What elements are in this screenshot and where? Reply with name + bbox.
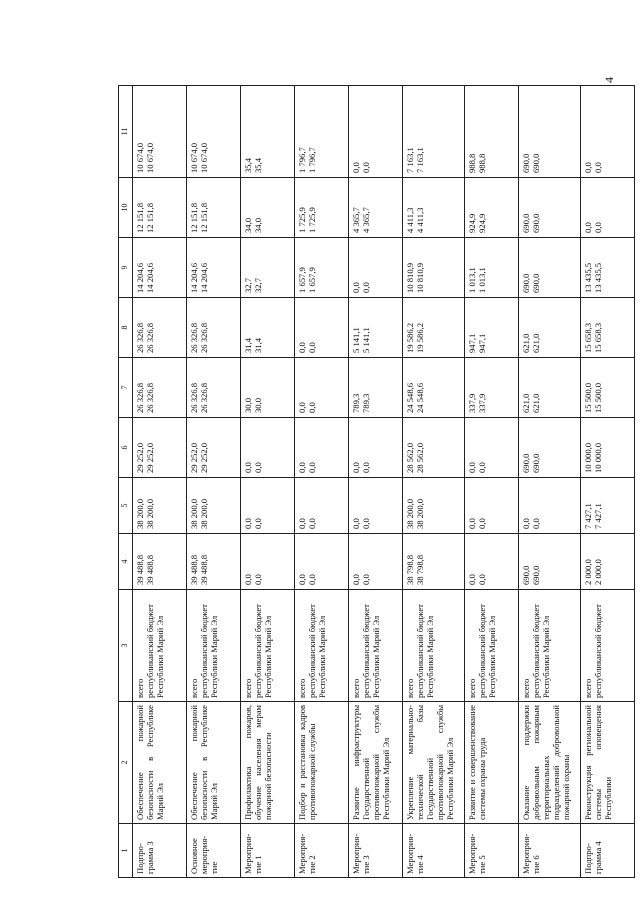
value-line: 0,0 (467, 518, 477, 529)
value-line: 0,0 (360, 462, 371, 473)
funding-source-cell (133, 590, 187, 702)
value-line: 10 674,0 (198, 142, 209, 173)
table-row (187, 86, 241, 878)
value-line: 690,0 (521, 565, 531, 585)
value-line: 1 013,1 (467, 267, 477, 293)
row-title-cell: Развитие инфраструктуры Государственной противопожарной службы Республики Марий Эл (349, 702, 403, 824)
value-line: 30,0 (252, 397, 263, 413)
value-line: 38 200,0 (189, 498, 199, 529)
value-line: 0,0 (521, 518, 531, 529)
value-line: 14 204,6 (189, 262, 199, 293)
value-line: 10 674,0 (189, 142, 199, 173)
value-cell (295, 238, 349, 298)
value-cell (187, 178, 241, 238)
value-cell (241, 418, 295, 478)
row-title-cell: Профилактика пожаров, обучение населения мерам пожарной безопасности (241, 702, 295, 824)
value-line: 0,0 (252, 518, 263, 529)
value-line: 32,7 (252, 277, 263, 293)
value-line: 1 725,9 (297, 207, 307, 233)
table-row (241, 86, 295, 878)
header-cell: 3 (119, 590, 133, 702)
header-cell: 2 (119, 702, 133, 824)
value-cell (519, 418, 581, 478)
value-line: 7 163,1 (414, 147, 425, 173)
value-cell (187, 358, 241, 418)
funding-source-line: республиканский бюджет Республики Марий Эл (476, 604, 497, 698)
table-sheet (118, 86, 623, 878)
funding-source-line: республиканский бюджет Республики Марий Эл (144, 604, 165, 698)
value-cell (187, 478, 241, 534)
value-line: 29 252,0 (198, 442, 209, 473)
value-line: 38 200,0 (414, 498, 425, 529)
value-line: 10 674,0 (144, 142, 155, 173)
value-line: 621,0 (530, 393, 541, 413)
value-cell (241, 534, 295, 590)
value-cell (581, 478, 635, 534)
value-line: 31,4 (252, 337, 263, 353)
funding-source-line: республиканский бюджет (592, 604, 603, 698)
value-line: 690,0 (530, 153, 541, 173)
value-line: 690,0 (521, 153, 531, 173)
value-line: 0,0 (351, 282, 361, 293)
value-line: 15 500,0 (583, 382, 593, 413)
value-line: 0,0 (592, 222, 603, 233)
value-line: 337,9 (476, 393, 487, 413)
row-type-cell: Мероприя-тие 1 (241, 824, 295, 878)
value-cell (133, 418, 187, 478)
row-type-cell: Мероприя-тие 3 (349, 824, 403, 878)
value-line: 0,0 (243, 518, 253, 529)
value-cell (519, 178, 581, 238)
value-line: 690,0 (521, 273, 531, 293)
value-cell (133, 86, 187, 178)
value-line: 10 000,0 (592, 442, 603, 473)
value-cell (133, 478, 187, 534)
table-row (581, 86, 635, 878)
value-line: 13 435,5 (592, 262, 603, 293)
value-line: 0,0 (360, 574, 371, 585)
value-line: 789,3 (351, 393, 361, 413)
value-line: 26 326,8 (189, 322, 199, 353)
row-title-cell: Укрепление материально-технической базы Государственной противопожарной службы Республики Марий Эл (403, 702, 465, 824)
value-line: 0,0 (467, 574, 477, 585)
value-cell (133, 238, 187, 298)
value-cell (465, 178, 519, 238)
funding-source-cell (581, 590, 635, 702)
value-cell (241, 358, 295, 418)
value-line: 38 200,0 (405, 498, 415, 529)
value-line: 26 326,8 (144, 322, 155, 353)
funding-source-line: республиканский бюджет Республики Марий Эл (360, 604, 381, 698)
value-line: 0,0 (297, 342, 307, 353)
header-cell: 10 (119, 178, 133, 238)
value-cell (349, 478, 403, 534)
table-row (295, 86, 349, 878)
value-line: 0,0 (583, 222, 593, 233)
value-line: 690,0 (521, 453, 531, 473)
value-cell (187, 298, 241, 358)
value-cell (403, 238, 465, 298)
value-line: 12 151,8 (189, 202, 199, 233)
value-cell (519, 358, 581, 418)
value-line: 14 204,6 (144, 262, 155, 293)
value-line: 26 326,8 (198, 382, 209, 413)
value-cell (187, 418, 241, 478)
value-line: 26 326,8 (135, 322, 145, 353)
value-line: 1 725,9 (306, 207, 317, 233)
value-line: 789,3 (360, 393, 371, 413)
value-line: 0,0 (583, 162, 593, 173)
value-cell (465, 298, 519, 358)
value-line: 10 674,0 (135, 142, 145, 173)
value-line: 0,0 (306, 462, 317, 473)
funding-source-line: республиканский бюджет Республики Марий Эл (306, 604, 327, 698)
value-line: 12 151,8 (135, 202, 145, 233)
row-type-cell: Мероприя-тие 5 (465, 824, 519, 878)
header-cell: 7 (119, 358, 133, 418)
value-line: 14 204,6 (198, 262, 209, 293)
value-line: 38 200,0 (135, 498, 145, 529)
value-line: 4 365,7 (360, 207, 371, 233)
value-cell (403, 478, 465, 534)
value-cell (349, 238, 403, 298)
value-line: 38 798,8 (405, 554, 415, 585)
value-line: 14 204,6 (135, 262, 145, 293)
value-line: 30,0 (243, 397, 253, 413)
header-cell: 4 (119, 534, 133, 590)
value-line: 15 500,0 (592, 382, 603, 413)
value-line: 0,0 (252, 462, 263, 473)
value-line: 947,1 (476, 333, 487, 353)
value-line: 39 488,8 (198, 554, 209, 585)
value-line: 690,0 (530, 213, 541, 233)
value-line: 0,0 (467, 462, 477, 473)
value-line: 0,0 (297, 462, 307, 473)
value-line: 1 657,9 (297, 267, 307, 293)
header-cell: 5 (119, 478, 133, 534)
header-row (119, 86, 133, 878)
value-line: 24 548,6 (414, 382, 425, 413)
value-cell (403, 358, 465, 418)
value-cell (349, 298, 403, 358)
value-line: 0,0 (243, 462, 253, 473)
value-line: 24 548,6 (405, 382, 415, 413)
value-line: 2 000,0 (592, 559, 603, 585)
value-cell (519, 534, 581, 590)
value-cell (295, 86, 349, 178)
value-cell (403, 298, 465, 358)
value-cell (581, 86, 635, 178)
value-cell (519, 298, 581, 358)
funding-source-line: всего (297, 678, 307, 698)
value-line: 4 411,3 (405, 207, 415, 233)
table-row (133, 86, 187, 878)
value-line: 35,4 (243, 157, 253, 173)
value-line: 10 000,0 (583, 442, 593, 473)
value-cell (133, 534, 187, 590)
value-cell (403, 534, 465, 590)
table-body (133, 86, 635, 878)
value-cell (187, 86, 241, 178)
value-line: 0,0 (351, 162, 361, 173)
value-line: 0,0 (306, 574, 317, 585)
value-line: 35,4 (252, 157, 263, 173)
value-line: 0,0 (530, 518, 541, 529)
budget-table (118, 85, 635, 878)
value-line: 0,0 (351, 518, 361, 529)
value-cell (465, 534, 519, 590)
value-line: 0,0 (360, 162, 371, 173)
value-line: 12 151,8 (144, 202, 155, 233)
value-line: 4 365,7 (351, 207, 361, 233)
value-line: 621,0 (521, 333, 531, 353)
value-line: 7 163,1 (405, 147, 415, 173)
value-line: 690,0 (530, 453, 541, 473)
value-cell (465, 238, 519, 298)
header-cell: 9 (119, 238, 133, 298)
value-line: 29 252,0 (144, 442, 155, 473)
value-line: 7 427,1 (592, 503, 603, 529)
value-line: 34,0 (243, 217, 253, 233)
value-line: 0,0 (297, 518, 307, 529)
value-line: 28 562,0 (405, 442, 415, 473)
value-line: 39 488,8 (144, 554, 155, 585)
table-row (465, 86, 519, 878)
funding-source-line: республиканский бюджет Республики Марий Эл (252, 604, 273, 698)
value-line: 0,0 (297, 574, 307, 585)
value-cell (403, 86, 465, 178)
value-line: 0,0 (306, 518, 317, 529)
value-cell (187, 238, 241, 298)
row-title-cell: Обеспечение пожарной безопасности в Республике Марий Эл (133, 702, 187, 824)
row-title-cell: Реконструкция региональной системы оповещения Республики (581, 702, 635, 824)
value-line: 19 586,2 (414, 322, 425, 353)
row-type-cell: Мероприя-тие 2 (295, 824, 349, 878)
funding-source-line: всего (521, 678, 531, 698)
header-cell: 6 (119, 418, 133, 478)
value-line: 5 141,1 (360, 327, 371, 353)
value-line: 690,0 (530, 565, 541, 585)
value-line: 10 810,9 (405, 262, 415, 293)
value-line: 38 798,8 (414, 554, 425, 585)
value-line: 28 562,0 (414, 442, 425, 473)
value-line: 0,0 (351, 574, 361, 585)
row-type-cell: Основное мероприя-тие (187, 824, 241, 878)
value-cell (581, 238, 635, 298)
value-cell (403, 418, 465, 478)
value-cell (133, 178, 187, 238)
funding-source-cell (519, 590, 581, 702)
table-row (519, 86, 581, 878)
value-cell (465, 418, 519, 478)
value-cell (295, 358, 349, 418)
table-row (349, 86, 403, 878)
funding-source-line: всего (189, 678, 199, 698)
value-cell (403, 178, 465, 238)
value-line: 0,0 (252, 574, 263, 585)
value-line: 0,0 (360, 282, 371, 293)
value-cell (465, 358, 519, 418)
value-cell (241, 298, 295, 358)
row-title-cell: Подбор и расстановка кадров противопожарной службы (295, 702, 349, 824)
row-type-cell: Мероприя-тие 4 (403, 824, 465, 878)
value-line: 0,0 (306, 342, 317, 353)
page-number-text: 4 (602, 77, 616, 83)
value-line: 38 200,0 (144, 498, 155, 529)
value-cell (295, 534, 349, 590)
value-cell (581, 534, 635, 590)
value-cell (349, 86, 403, 178)
value-line: 924,9 (476, 213, 487, 233)
value-line: 924,9 (467, 213, 477, 233)
value-cell (465, 86, 519, 178)
funding-source-cell (295, 590, 349, 702)
funding-source-cell (349, 590, 403, 702)
value-line: 0,0 (351, 462, 361, 473)
header-cell: 1 (119, 824, 133, 878)
value-line: 32,7 (243, 277, 253, 293)
value-line: 1 796,7 (306, 147, 317, 173)
value-line: 0,0 (592, 162, 603, 173)
funding-source-line: всего (583, 678, 593, 698)
value-cell (241, 478, 295, 534)
value-line: 690,0 (521, 213, 531, 233)
funding-source-line: всего (467, 678, 477, 698)
value-line: 39 488,8 (135, 554, 145, 585)
value-cell (581, 298, 635, 358)
value-line: 0,0 (476, 574, 487, 585)
rotated-table-wrapper (118, 86, 623, 878)
funding-source-cell (187, 590, 241, 702)
value-cell (295, 418, 349, 478)
value-line: 38 200,0 (198, 498, 209, 529)
value-cell (519, 86, 581, 178)
value-line: 26 326,8 (135, 382, 145, 413)
value-line: 7 427,1 (583, 503, 593, 529)
value-line: 621,0 (521, 393, 531, 413)
row-type-cell: Подпро-грамма 4 (581, 824, 635, 878)
row-type-cell: Подпро-грамма 3 (133, 824, 187, 878)
value-cell (465, 478, 519, 534)
value-line: 2 000,0 (583, 559, 593, 585)
value-cell (519, 238, 581, 298)
value-line: 5 141,1 (351, 327, 361, 353)
value-line: 19 586,2 (405, 322, 415, 353)
value-line: 0,0 (476, 462, 487, 473)
header-cell: 11 (119, 86, 133, 178)
value-cell (295, 298, 349, 358)
value-cell (241, 178, 295, 238)
funding-source-line: республиканский бюджет Республики Марий Эл (414, 604, 435, 698)
row-title-cell: Оказание поддержки добровольным пожарным территориальных подразделений добровольной пожарной охраны (519, 702, 581, 824)
funding-source-line: всего (405, 678, 415, 698)
value-line: 34,0 (252, 217, 263, 233)
value-cell (581, 418, 635, 478)
funding-source-line: республиканский бюджет Республики Марий Эл (198, 604, 219, 698)
value-cell (241, 86, 295, 178)
header-cell: 8 (119, 298, 133, 358)
funding-source-line: всего (351, 678, 361, 698)
value-cell (581, 358, 635, 418)
value-line: 29 252,0 (135, 442, 145, 473)
value-line: 26 326,8 (198, 322, 209, 353)
value-line: 15 658,3 (583, 322, 593, 353)
value-line: 26 326,8 (189, 382, 199, 413)
value-line: 39 488,8 (189, 554, 199, 585)
value-line: 0,0 (297, 402, 307, 413)
value-line: 29 252,0 (189, 442, 199, 473)
funding-source-cell (403, 590, 465, 702)
value-line: 10 810,9 (414, 262, 425, 293)
value-line: 13 435,5 (583, 262, 593, 293)
value-cell (349, 358, 403, 418)
value-line: 4 411,3 (414, 207, 425, 233)
value-cell (349, 534, 403, 590)
funding-source-line: всего (243, 678, 253, 698)
value-cell (133, 298, 187, 358)
value-cell (295, 478, 349, 534)
value-line: 15 658,3 (592, 322, 603, 353)
row-title-cell: Обеспечение пожарной безопасности в Республике Марий Эл (187, 702, 241, 824)
value-cell (241, 238, 295, 298)
value-cell (133, 358, 187, 418)
value-cell (295, 178, 349, 238)
value-line: 0,0 (243, 574, 253, 585)
value-line: 26 326,8 (144, 382, 155, 413)
value-cell (519, 478, 581, 534)
value-line: 1 013,1 (476, 267, 487, 293)
value-cell (349, 178, 403, 238)
funding-source-cell (241, 590, 295, 702)
value-line: 0,0 (306, 402, 317, 413)
value-line: 12 151,8 (198, 202, 209, 233)
table-row (403, 86, 465, 878)
row-type-cell: Мероприя-тие 6 (519, 824, 581, 878)
value-line: 621,0 (530, 333, 541, 353)
value-line: 0,0 (476, 518, 487, 529)
value-line: 947,1 (467, 333, 477, 353)
value-line: 31,4 (243, 337, 253, 353)
value-line: 0,0 (360, 518, 371, 529)
value-line: 1 657,9 (306, 267, 317, 293)
value-line: 988,8 (476, 153, 487, 173)
value-line: 1 796,7 (297, 147, 307, 173)
value-cell (187, 534, 241, 590)
funding-source-line: всего (135, 678, 145, 698)
funding-source-line: республиканский бюджет Республики Марий Эл (530, 604, 551, 698)
row-title-cell: Развитие и совершенствование системы охраны труда (465, 702, 519, 824)
value-line: 337,9 (467, 393, 477, 413)
funding-source-cell (465, 590, 519, 702)
value-cell (581, 178, 635, 238)
value-line: 690,0 (530, 273, 541, 293)
value-cell (349, 418, 403, 478)
value-line: 988,8 (467, 153, 477, 173)
